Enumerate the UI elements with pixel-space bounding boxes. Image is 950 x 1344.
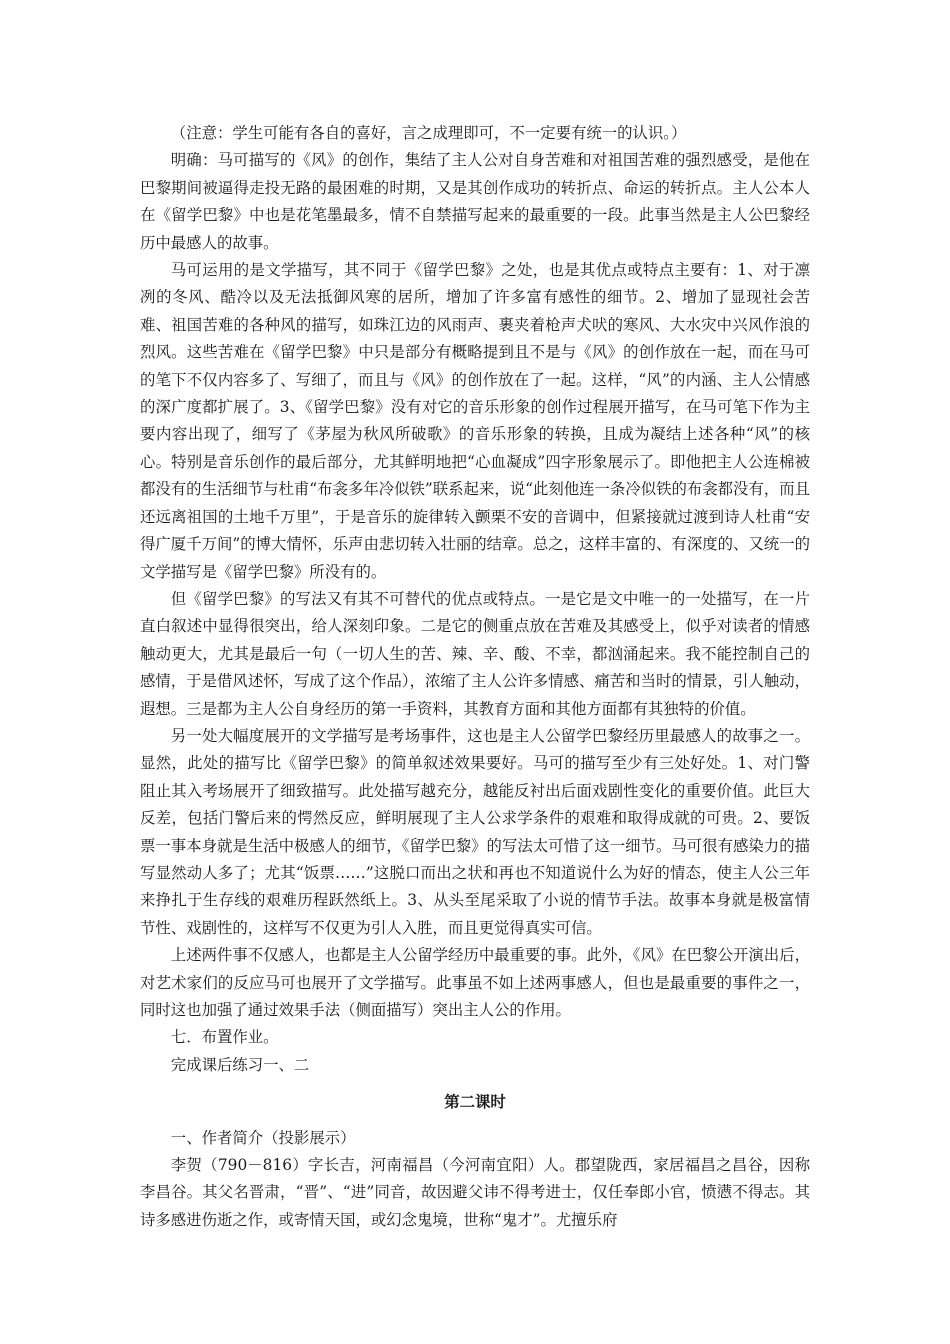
original-text-merits-paragraph: 但《留学巴黎》的写法又有其不可替代的优点或特点。一是它是文中唯一的一处描写，在一片直白叙述中显得很突出，给人深刻印象。二是它的侧重点放在苦难及其感受上，似乎对读者的情感触动更大，尤其是最后一句（一切人生的苦、辣、辛、酸、不幸，都汹涌起来。我不能控制自己的感情，于是借风述怀，写成了这个作品），浓缩了主人公许多情感、痛苦和当时的情景，引人触动，遐想。三是都为主人公自身经历的第一手资料，其教育方面和其他方面都有其独特的价值。 [140, 589, 810, 718]
document-page [140, 120, 810, 1234]
answer-paragraph: 明确：马可描写的《风》的创作，集结了主人公对自身苦难和对祖国苦难的强烈感受，是他在巴黎期间被逼得走投无路的最困难的时期，又是其创作成功的转折点、命运的转折点。主人公本人在《留学巴黎》中也是花笔墨最多，情不自禁描写起来的最重要的一段。此事当然是主人公巴黎经历中最感人的故事。 [140, 151, 810, 252]
homework-heading: 七．布置作业。 [170, 1028, 279, 1047]
section-heading: 第二课时 [444, 1093, 506, 1112]
literary-description-paragraph: 马可运用的是文学描写，其不同于《留学巴黎》之处，也是其优点或特点主要有：1、对于凛冽的冬风、酷冷以及无法抵御风寒的居所，增加了许多富有感性的细节。2、增加了显现社会苦难、祖国苦难的各种风的描写，如珠江边的风雨声、裹夹着枪声犬吠的寒风、大水灾中兴风作浪的烈风。这些苦难在《留学巴黎》中只是部分有概略提到且不是与《风》的创作放在一起，而在马可的笔下不仅内容多了、写细了，而且与《风》的创作放在了一起。这样，“风”的内涵、主人公情感的深广度都扩展了。3、《留学巴黎》没有对它的音乐形象的创作过程展开描写，在马可笔下作为主要内容出现了，细写了《茅屋为秋风所破歌》的音乐形象的转换，且成为凝结上述各种“风”的核心。特别是音乐创作的最后部分，尤其鲜明地把“心血凝成”四字形象展示了。即他把主人公连棉被都没有的生活细节与杜甫“布衾多年冷似铁”联系起来，说“此刻他连一条冷似铁的布衾都没有，而且还远离祖国的土地千万里”，于是音乐的旋律转入颤栗不安的音调中，但紧接就过渡到诗人杜甫“安得广厦千万间”的博大情怀，乐声由悲切转入壮丽的结章。总之，这样丰富的、有深度的、又统一的文学描写是《留学巴黎》所没有的。 [140, 261, 811, 581]
homework-item: 完成课后练习一、二 [170, 1055, 310, 1074]
author-intro-heading: 一、作者简介（投影展示） [170, 1128, 356, 1147]
summary-paragraph: 上述两件事不仅感人，也都是主人公留学经历中最重要的事。此外，《风》在巴黎公开演出后，对艺术家们的反应马可也展开了文学描写。此事虽不如上述两事感人，但也是最重要的事件之一，同时这也加强了通过效果手法（侧面描写）突出主人公的作用。 [140, 946, 810, 1019]
note-paragraph: （注意：学生可能有各自的喜好，言之成理即可，不一定要有统一的认识。） [170, 124, 687, 142]
exam-event-paragraph: 另一处大幅度展开的文学描写是考场事件，这也是主人公留学巴黎经历里最感人的故事之一。显然，此处的描写比《留学巴黎》的简单叙述效果要好。马可的描写至少有三处好处。1、对门警阻止其入考场展开了细致描写。此处描写越充分，越能反衬出后面戏剧性变化的重要价值。此巨大反差，包括门警后来的愕然反应，鲜明展现了主人公求学条件的艰难和取得成就的可贵。2、要饭票一事本身就是生活中极感人的细节，《留学巴黎》的写法太可惜了这一细节。马可很有感染力的描写显然动人多了；尤其“饭票……”这脱口而出之状和再也不知道说什么为好的情态，使主人公三年来挣扎于生存线的艰难历程跃然纸上。3、从头至尾采取了小说的情节手法。故事本身就是极富情节性、戏剧性的，这样写不仅更为引人入胜，而且更觉得真实可信。 [140, 726, 810, 937]
author-intro-paragraph: 李贺（790－816）字长吉，河南福昌（今河南宜阳）人。郡望陇西，家居福昌之昌谷，因称李昌谷。其父名晋肃，“晋”、“进”同音，故因避父讳不得考进士，仅任奉郎小官，愤懑不得志。其诗多感进伤逝之作，或寄情天国，或幻念鬼境，世称“鬼才”。尤擅乐府 [140, 1156, 810, 1229]
